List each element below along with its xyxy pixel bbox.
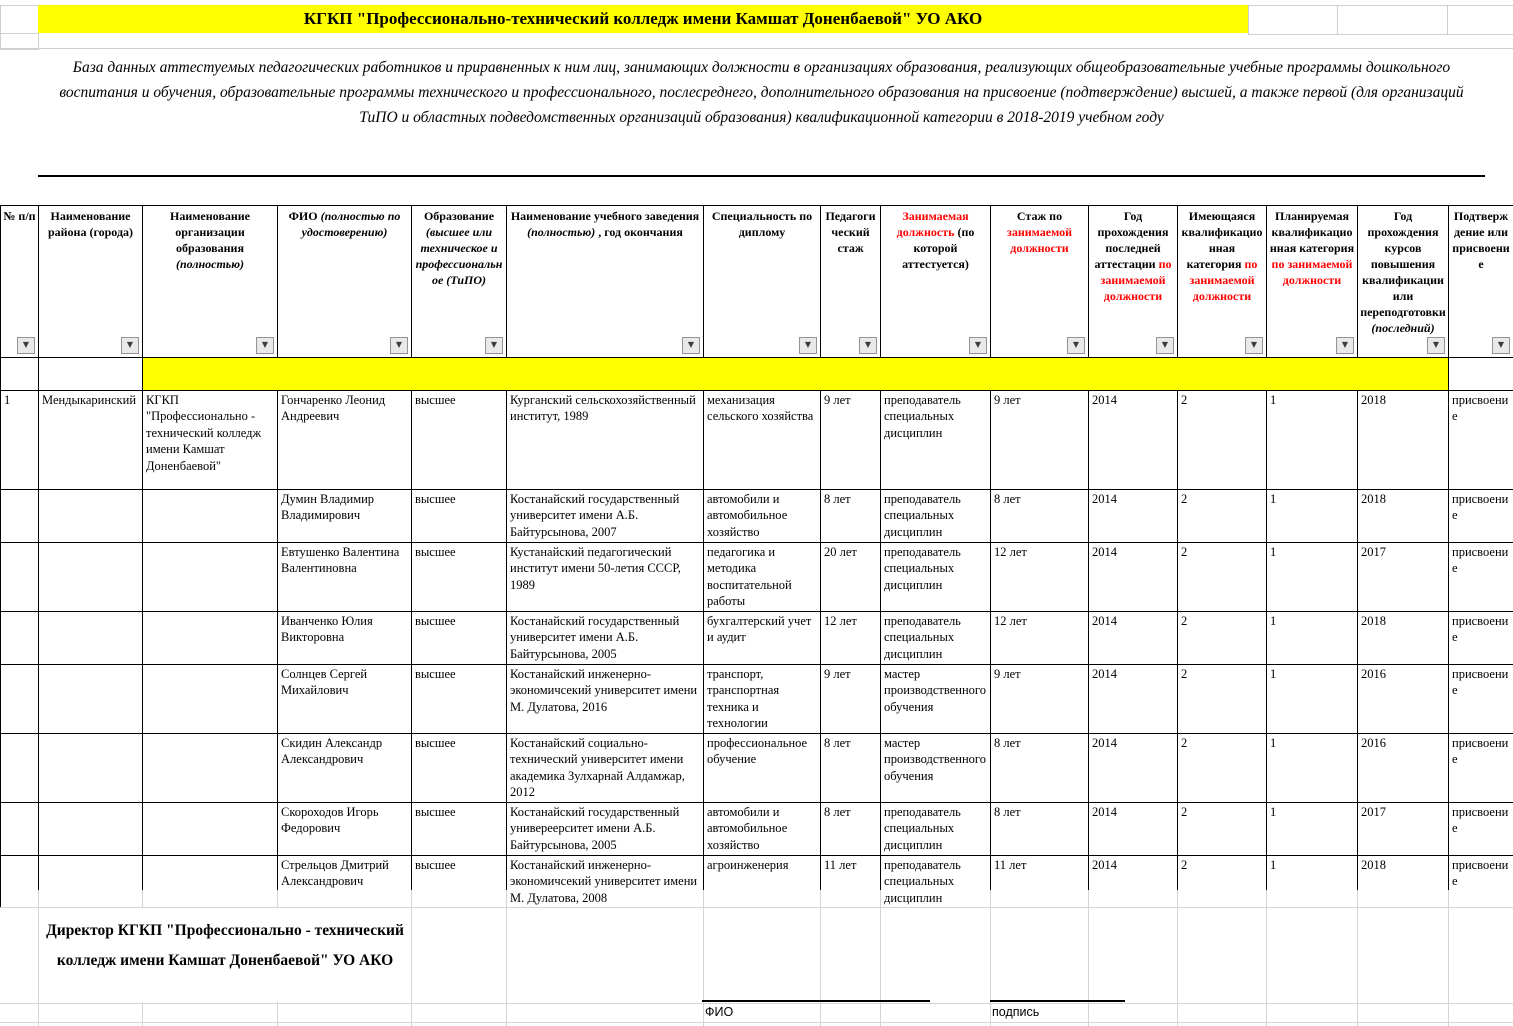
- filter-dropdown-button[interactable]: [1245, 337, 1263, 354]
- table-cell[interactable]: Скидин Александр Александрович: [278, 733, 412, 802]
- table-cell[interactable]: 2014: [1089, 664, 1178, 733]
- column-header-ped-experience: [821, 206, 881, 358]
- gridline: [1088, 890, 1089, 1026]
- table-cell[interactable]: 2016: [1358, 733, 1449, 802]
- table-cell[interactable]: преподаватель специальных дисциплин: [881, 542, 991, 611]
- header-label-italic: (полностью): [175, 256, 245, 271]
- yellow-band-row: [1, 357, 1513, 390]
- table-cell[interactable]: Кустанайский педагогический институт имени 50-летия СССР, 1989: [507, 542, 704, 611]
- column-header-district: [39, 206, 143, 358]
- table-cell[interactable]: [39, 855, 143, 908]
- table-row: [1, 855, 1513, 908]
- table-cell[interactable]: [39, 489, 143, 542]
- chevron-down-icon: ▼: [1072, 340, 1080, 350]
- table-row: [1, 542, 1513, 611]
- table-cell[interactable]: механизация сельского хозяйства: [704, 390, 821, 489]
- column-header-confirmation: [1449, 206, 1513, 358]
- filter-dropdown-button[interactable]: [485, 337, 503, 354]
- table-cell[interactable]: высшее: [412, 390, 507, 489]
- filter-dropdown-button[interactable]: [1156, 337, 1174, 354]
- cell-a1: [0, 5, 39, 35]
- table-cell[interactable]: Костанайский социально-технический университет имени академика Зулхарнай Алдамжар, 2012: [507, 733, 704, 802]
- header-label-red: по занимаемой должности: [1100, 256, 1172, 303]
- table-cell[interactable]: 12 лет: [991, 542, 1089, 611]
- table-cell[interactable]: 1: [1267, 802, 1358, 855]
- header-label: Планируемая квалификационная категория: [1269, 209, 1355, 255]
- table-cell[interactable]: 2017: [1358, 542, 1449, 611]
- table-cell[interactable]: Стрельцов Дмитрий Александрович: [278, 855, 412, 908]
- table-cell[interactable]: 1: [1267, 390, 1358, 489]
- gridline: [1177, 890, 1178, 1026]
- table-cell[interactable]: [39, 542, 143, 611]
- table-cell[interactable]: преподаватель специальных дисциплин: [881, 390, 991, 489]
- header-label: Наименование организации образования: [170, 209, 250, 255]
- table-cell[interactable]: Иванченко Юлия Викторовна: [278, 611, 412, 664]
- chevron-down-icon: ▼: [1250, 340, 1258, 350]
- chevron-down-icon: ▼: [22, 340, 30, 350]
- column-header-last-attestation: [1089, 206, 1178, 358]
- header-label: Стаж по: [1016, 209, 1063, 223]
- table-row: [1, 489, 1513, 542]
- table-cell[interactable]: 1: [1267, 733, 1358, 802]
- header-label: , год окончания: [598, 224, 683, 239]
- table-cell[interactable]: педагогика и методика воспитательной работы: [704, 542, 821, 611]
- subtitle-text: База данных аттестуемых педагогических работников и приравненных к ним лиц, занимающих должности в организациях образования, реализующих общеобразовательные учебные программы дошкольного воспитания и обучения, образовательные программы технического и профессионального, послесреднего, дополнительного образования на присвоение (подтверждение) высшей, а также первой (для организаций ТиПО и областных подведомственных организаций образования) квалификационной категории в 2018-2019 учебном году: [59, 59, 1464, 126]
- column-header-num: [1, 206, 39, 358]
- gridline: [1448, 890, 1449, 1026]
- table-cell[interactable]: [39, 733, 143, 802]
- table-cell[interactable]: 2014: [1089, 390, 1178, 489]
- table-cell[interactable]: 2014: [1089, 802, 1178, 855]
- table-cell[interactable]: преподаватель специальных дисциплин: [881, 855, 991, 908]
- header-label: Наименование района (города): [47, 209, 134, 239]
- gridline: [411, 890, 412, 1026]
- table-cell[interactable]: [1, 733, 39, 802]
- table-cell[interactable]: 2014: [1089, 855, 1178, 908]
- header-label: Имеющаяся квалификационная категория: [1181, 209, 1263, 271]
- table-cell[interactable]: Солнцев Сергей Михайлович: [278, 664, 412, 733]
- table-cell[interactable]: преподаватель специальных дисциплин: [881, 802, 991, 855]
- table-cell[interactable]: бухгалтерский учет и аудит: [704, 611, 821, 664]
- table-cell[interactable]: мастер производственного обучения: [881, 733, 991, 802]
- fio-label: ФИО: [705, 1005, 734, 1019]
- header-label-red: по занимаемой должности: [1271, 256, 1353, 287]
- gridline: [0, 1003, 1513, 1004]
- table-cell[interactable]: транспорт, транспортная техника и технологии: [704, 664, 821, 733]
- chevron-down-icon: ▼: [1341, 340, 1349, 350]
- table-cell[interactable]: 9 лет: [991, 390, 1089, 489]
- table-cell[interactable]: 12 лет: [991, 611, 1089, 664]
- table-cell[interactable]: высшее: [412, 542, 507, 611]
- table-cell[interactable]: 20 лет: [821, 542, 881, 611]
- column-header-fio: [278, 206, 412, 358]
- header-label: Год прохождения последней аттестации: [1094, 209, 1169, 271]
- table-cell[interactable]: присвоение: [1449, 733, 1513, 802]
- table-cell[interactable]: [1, 802, 39, 855]
- table-cell[interactable]: 1: [1267, 542, 1358, 611]
- table-cell[interactable]: 8 лет: [821, 802, 881, 855]
- table-cell[interactable]: высшее: [412, 733, 507, 802]
- table-cell[interactable]: 2016: [1358, 664, 1449, 733]
- gridline: [880, 890, 881, 1026]
- table-cell[interactable]: Мендыкаринский: [39, 390, 143, 489]
- table-cell[interactable]: присвоение: [1449, 489, 1513, 542]
- table-cell[interactable]: Костанайский государственный универеерситет имени А.Б. Байтурсынова, 2005: [507, 802, 704, 855]
- table-cell[interactable]: присвоение: [1449, 802, 1513, 855]
- chevron-down-icon: ▼: [974, 340, 982, 350]
- table-cell[interactable]: 1: [1267, 611, 1358, 664]
- table-cell[interactable]: [39, 611, 143, 664]
- header-row: [1, 206, 1513, 358]
- table-cell[interactable]: Думин Владимир Владимирович: [278, 489, 412, 542]
- filter-dropdown-button[interactable]: [121, 337, 139, 354]
- header-label-red: по занимаемой должности: [1189, 256, 1258, 303]
- table-cell[interactable]: 1: [1267, 664, 1358, 733]
- podpis-label: подпись: [992, 1005, 1040, 1019]
- title-cell: [38, 5, 1248, 33]
- header-label: Специальность по диплому: [711, 209, 813, 239]
- table-cell[interactable]: преподаватель специальных дисциплин: [881, 611, 991, 664]
- table-cell[interactable]: 2: [1178, 855, 1267, 908]
- chevron-down-icon: ▼: [804, 340, 812, 350]
- table-cell[interactable]: 2: [1178, 489, 1267, 542]
- table-cell[interactable]: высшее: [412, 489, 507, 542]
- gridline: [506, 890, 507, 1026]
- table-cell[interactable]: [1, 542, 39, 611]
- header-label: ФИО: [288, 209, 318, 223]
- empty-cell-top-3: [1447, 5, 1513, 35]
- table-cell[interactable]: [143, 489, 278, 542]
- filter-dropdown-button[interactable]: [799, 337, 817, 354]
- subtitle-cell: [38, 48, 1485, 177]
- attestation-table: [0, 205, 1513, 908]
- table-cell[interactable]: автомобили и автомобильное хозяйство: [704, 489, 821, 542]
- table-cell[interactable]: высшее: [412, 802, 507, 855]
- table-row: [1, 733, 1513, 802]
- filter-dropdown-button[interactable]: [969, 337, 987, 354]
- table-cell[interactable]: 1: [1267, 855, 1358, 908]
- header-label-red: Занимаемая должность: [896, 209, 969, 239]
- table-cell[interactable]: Костанайский государственный университет имени А.Б. Байтурсынова, 2007: [507, 489, 704, 542]
- header-label-italic: (высшее или техническое и профессиональное (ТиПО): [415, 224, 503, 287]
- table-cell[interactable]: 2014: [1089, 489, 1178, 542]
- table-cell[interactable]: [39, 357, 143, 390]
- filter-dropdown-button[interactable]: [1067, 337, 1085, 354]
- table-cell[interactable]: [1, 357, 39, 390]
- filter-dropdown-button[interactable]: [390, 337, 408, 354]
- table-row: [1, 802, 1513, 855]
- director-title-block: [39, 908, 411, 1002]
- signature-line-podpis: [990, 1000, 1125, 1002]
- column-header-specialty: [704, 206, 821, 358]
- table-cell[interactable]: 9 лет: [821, 664, 881, 733]
- table-cell[interactable]: Курганский сельскохозяйственный институт, 1989: [507, 390, 704, 489]
- table-cell[interactable]: 2: [1178, 390, 1267, 489]
- table-cell[interactable]: [143, 611, 278, 664]
- table-row: [1, 390, 1513, 489]
- table-cell[interactable]: 12 лет: [821, 611, 881, 664]
- filter-dropdown-button[interactable]: [859, 337, 877, 354]
- table-cell[interactable]: [39, 802, 143, 855]
- header-label: Образование: [423, 209, 495, 223]
- table-cell[interactable]: 8 лет: [821, 489, 881, 542]
- table-cell[interactable]: 11 лет: [991, 855, 1089, 908]
- table-cell[interactable]: [143, 664, 278, 733]
- table-cell[interactable]: [1, 855, 39, 908]
- table-cell[interactable]: 2: [1178, 611, 1267, 664]
- table-cell[interactable]: присвоение: [1449, 542, 1513, 611]
- filter-dropdown-button[interactable]: [1336, 337, 1354, 354]
- table-cell[interactable]: 2: [1178, 664, 1267, 733]
- table-cell[interactable]: 8 лет: [821, 733, 881, 802]
- table-cell[interactable]: присвоение: [1449, 390, 1513, 489]
- table-cell[interactable]: 2014: [1089, 542, 1178, 611]
- table-cell[interactable]: автомобили и автомобильное хозяйство: [704, 802, 821, 855]
- header-label-italic: (полностью по удостоверению): [301, 209, 401, 239]
- table-cell[interactable]: [39, 664, 143, 733]
- gridline: [1266, 890, 1267, 1026]
- signature-line-fio: [702, 1000, 930, 1002]
- table-cell[interactable]: 2017: [1358, 802, 1449, 855]
- table-cell[interactable]: 2014: [1089, 611, 1178, 664]
- column-header-school: [507, 206, 704, 358]
- director-title-text: Директор КГКП "Профессионально - технический колледж имени Камшат Доненбаевой" УО АКО: [46, 922, 404, 969]
- table-cell[interactable]: 8 лет: [991, 489, 1089, 542]
- table-cell[interactable]: 2018: [1358, 390, 1449, 489]
- header-label: Наименование учебного заведения: [510, 209, 700, 223]
- table-cell[interactable]: 2: [1178, 542, 1267, 611]
- column-header-education: [412, 206, 507, 358]
- table-cell[interactable]: [1, 611, 39, 664]
- table-cell[interactable]: [1, 664, 39, 733]
- gridline: [990, 890, 991, 1026]
- filter-dropdown-button[interactable]: [17, 337, 35, 354]
- filter-dropdown-button[interactable]: [1492, 337, 1510, 354]
- gridline: [0, 1022, 1513, 1023]
- table-cell[interactable]: [1449, 357, 1513, 390]
- table-cell[interactable]: Евтушенко Валентина Валентиновна: [278, 542, 412, 611]
- table-cell[interactable]: 9 лет: [991, 664, 1089, 733]
- yellow-band-cell[interactable]: [143, 357, 1449, 390]
- column-header-position-experience: [991, 206, 1089, 358]
- table-cell[interactable]: КГКП "Профессионально - технический колледж имени Камшат Доненбаевой": [143, 390, 278, 489]
- filter-dropdown-button[interactable]: [256, 337, 274, 354]
- chevron-down-icon: ▼: [1432, 340, 1440, 350]
- table-cell[interactable]: Костанайский инженерно-экономичсекий университет имени М. Дулатова, 2008: [507, 855, 704, 908]
- column-header-planned-category: [1267, 206, 1358, 358]
- filter-dropdown-button[interactable]: [1427, 337, 1445, 354]
- table-cell[interactable]: [143, 733, 278, 802]
- table-cell[interactable]: преподаватель специальных дисциплин: [881, 489, 991, 542]
- page-title: КГКП "Профессионально-технический колледж имени Камшат Доненбаевой" УО АКО: [303, 9, 983, 28]
- table-cell[interactable]: Костанайский инженерно-экономичсекий университет имени М. Дулатова, 2016: [507, 664, 704, 733]
- chevron-down-icon: ▼: [1497, 340, 1505, 350]
- chevron-down-icon: ▼: [490, 340, 498, 350]
- table-cell[interactable]: высшее: [412, 855, 507, 908]
- header-label-italic: (последний): [1371, 320, 1435, 335]
- column-header-position: [881, 206, 991, 358]
- table-cell[interactable]: [143, 855, 278, 908]
- table-body: [1, 357, 1513, 908]
- chevron-down-icon: ▼: [1161, 340, 1169, 350]
- table-cell[interactable]: Костанайский государственный университет имени А.Б. Байтурсынова, 2005: [507, 611, 704, 664]
- gridline: [703, 890, 704, 1026]
- chevron-down-icon: ▼: [864, 340, 872, 350]
- table-cell[interactable]: Скороходов Игорь Федорович: [278, 802, 412, 855]
- table-cell[interactable]: агроинженерия: [704, 855, 821, 908]
- filter-dropdown-button[interactable]: [682, 337, 700, 354]
- header-label: Педагогический стаж: [825, 209, 876, 255]
- table-cell[interactable]: мастер производственного обучения: [881, 664, 991, 733]
- table-cell[interactable]: [143, 542, 278, 611]
- header-label: (по которой аттестуется): [902, 224, 975, 271]
- chevron-down-icon: ▼: [395, 340, 403, 350]
- table-cell[interactable]: 8 лет: [991, 733, 1089, 802]
- header-label-red: занимаемой должности: [1007, 224, 1072, 255]
- empty-cell-top-2: [1337, 5, 1449, 35]
- table-cell[interactable]: профессиональное обучение: [704, 733, 821, 802]
- table-cell[interactable]: присвоение: [1449, 664, 1513, 733]
- table-row: [1, 664, 1513, 733]
- empty-cell-top-1: [1248, 5, 1339, 35]
- header-label-italic: (полностью): [527, 224, 596, 239]
- table-cell[interactable]: 2014: [1089, 733, 1178, 802]
- gridline: [1357, 890, 1358, 1026]
- table-cell[interactable]: высшее: [412, 611, 507, 664]
- table-cell[interactable]: 2: [1178, 802, 1267, 855]
- table-cell[interactable]: присвоение: [1449, 855, 1513, 908]
- table-cell[interactable]: Гончаренко Леонид Андреевич: [278, 390, 412, 489]
- gridline: [820, 890, 821, 1026]
- header-label: № п/п: [3, 209, 36, 223]
- header-label: Год прохождения курсов повышения квалификации или переподготовки: [1360, 209, 1446, 319]
- table-cell[interactable]: высшее: [412, 664, 507, 733]
- column-header-organization: [143, 206, 278, 358]
- table-cell[interactable]: 8 лет: [991, 802, 1089, 855]
- header-label: Подтверждение или присвоение: [1452, 209, 1510, 271]
- column-header-current-category: [1178, 206, 1267, 358]
- table-cell[interactable]: присвоение: [1449, 611, 1513, 664]
- table-cell[interactable]: 9 лет: [821, 390, 881, 489]
- table-cell[interactable]: [1, 489, 39, 542]
- chevron-down-icon: ▼: [261, 340, 269, 350]
- table-cell[interactable]: 1: [1, 390, 39, 489]
- table-cell[interactable]: 2: [1178, 733, 1267, 802]
- table-cell[interactable]: [143, 802, 278, 855]
- table-cell[interactable]: 2018: [1358, 855, 1449, 908]
- chevron-down-icon: ▼: [687, 340, 695, 350]
- table-cell[interactable]: 2018: [1358, 611, 1449, 664]
- chevron-down-icon: ▼: [126, 340, 134, 350]
- table-cell[interactable]: 1: [1267, 489, 1358, 542]
- table-row: [1, 611, 1513, 664]
- table-cell[interactable]: 2018: [1358, 489, 1449, 542]
- column-header-courses: [1358, 206, 1449, 358]
- table-cell[interactable]: 11 лет: [821, 855, 881, 908]
